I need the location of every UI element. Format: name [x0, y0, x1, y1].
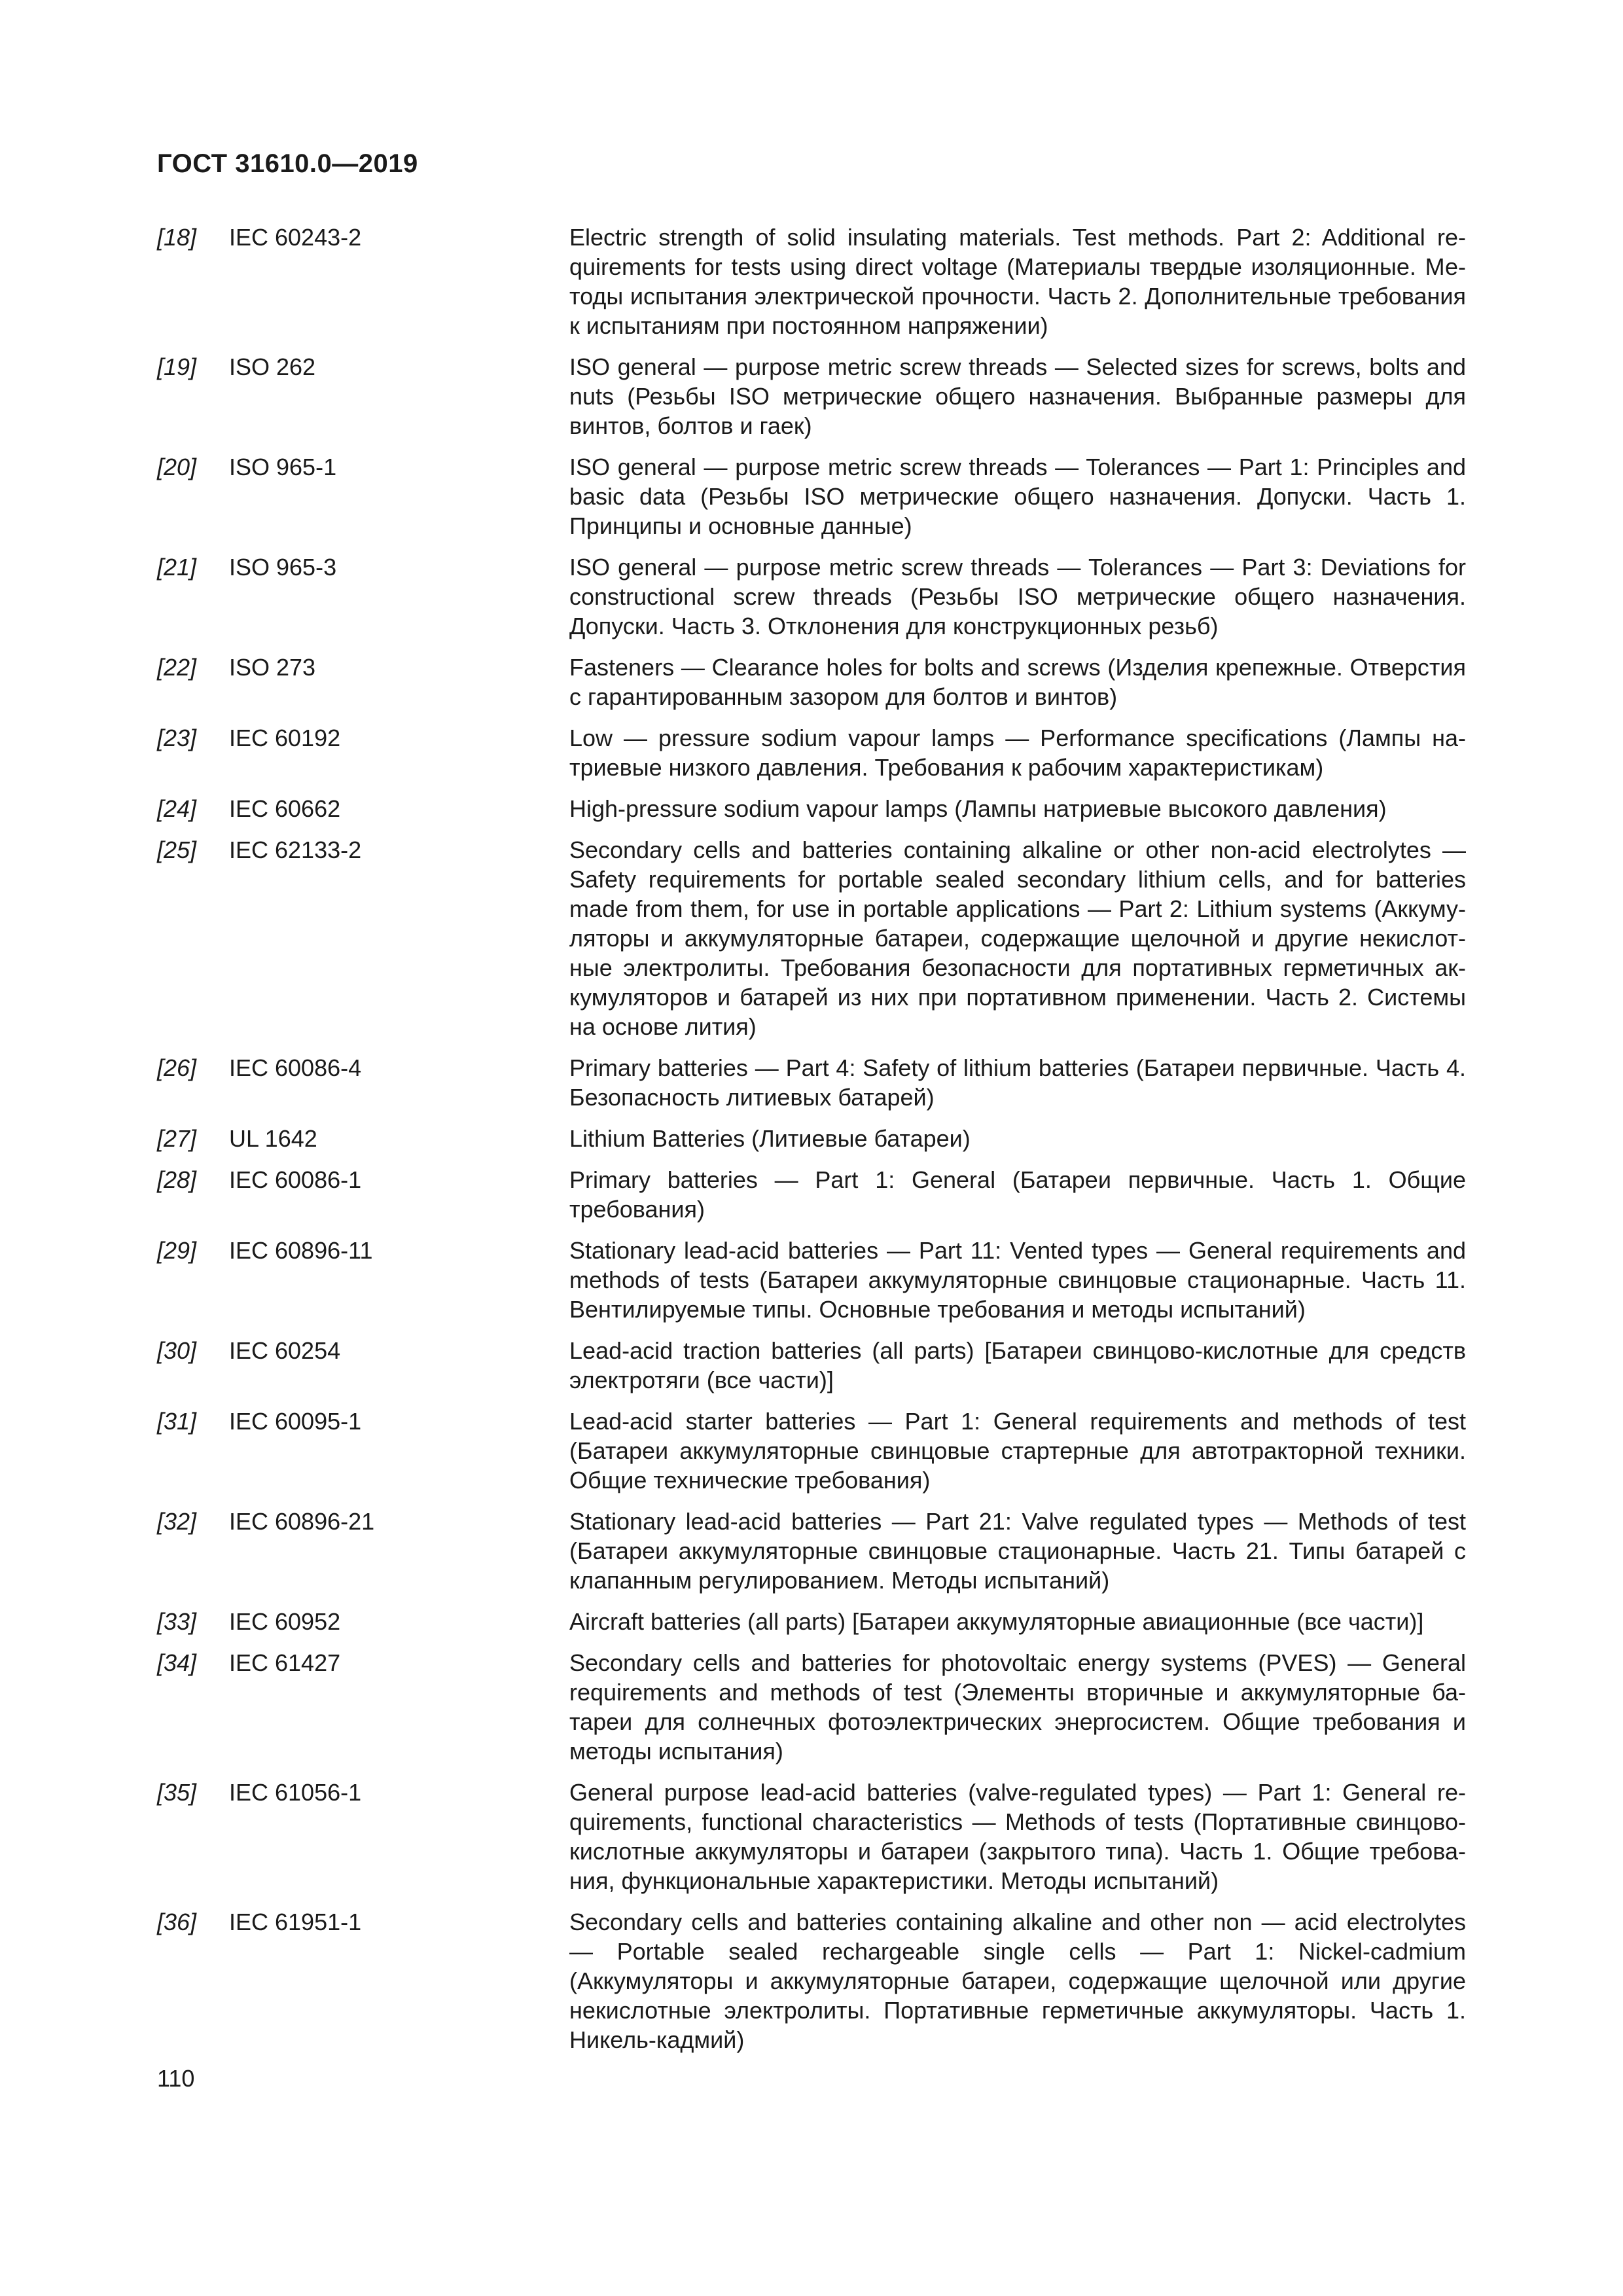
reference-number: [30]	[157, 1337, 197, 1364]
bibliography-list	[157, 223, 1466, 2066]
reference-code: IEC 60254	[229, 1337, 341, 1364]
reference-number: [33]	[157, 1608, 197, 1635]
reference-number: [21]	[157, 554, 197, 581]
reference-code: IEC 60243-2	[229, 224, 362, 251]
reference-title: Lead-acid traction batteries (all parts) [Батареи свинцово-кислотные для средств электротяги (все части)]	[569, 1337, 1466, 1393]
reference-number: [24]	[157, 795, 197, 822]
reference-title: Primary batteries — Part 4: Safety of lithium batteries (Батареи первичные. Часть 4. Безопасность литиевых батарей)	[569, 1054, 1466, 1111]
reference-number: [25]	[157, 836, 197, 863]
reference-title: Aircraft batteries (all parts) [Батареи аккумуляторные авиационные (все части)]	[569, 1608, 1424, 1635]
reference-number: [19]	[157, 353, 197, 380]
bibliography-entry	[157, 1165, 1466, 1224]
reference-title: Low — pressure sodium vapour lamps — Performance specifications (Лампы натриевые низкого давления. Требования к рабочим характеристикам)	[569, 725, 1466, 781]
reference-code: IEC 62133-2	[229, 836, 362, 863]
bibliography-entry	[157, 794, 1466, 823]
reference-code: ISO 262	[229, 353, 316, 380]
reference-code: IEC 60952	[229, 1608, 341, 1635]
reference-title: ISO general — purpose metric screw threads — Tolerances — Part 3: Deviations for constructional screw threads (Резьбы ISO метрические общего назначения. Допуски. Часть 3. Отклонения для конструкционных резьб)	[569, 554, 1466, 639]
reference-number: [35]	[157, 1779, 197, 1806]
reference-code: IEC 60086-4	[229, 1054, 362, 1081]
reference-number: [32]	[157, 1508, 197, 1535]
bibliography-entry	[157, 1407, 1466, 1495]
reference-code: ISO 273	[229, 654, 316, 681]
reference-code: IEC 60662	[229, 795, 341, 822]
reference-number: [18]	[157, 224, 197, 251]
reference-title: Lithium Batteries (Литиевые батареи)	[569, 1125, 971, 1152]
bibliography-entry	[157, 723, 1466, 782]
bibliography-entry	[157, 1778, 1466, 1895]
reference-code: IEC 61951-1	[229, 1909, 362, 1935]
bibliography-entry	[157, 1336, 1466, 1395]
reference-number: [28]	[157, 1166, 197, 1193]
reference-title: Secondary cells and batteries for photovoltaic energy systems (PVES) — General requirements and methods of test (Элементы вторичные и аккумуляторные батареи для солнечных фотоэлектрических энергосистем. Общие требования и методы испытания)	[569, 1649, 1466, 1765]
reference-number: [20]	[157, 454, 197, 480]
reference-title: ISO general — purpose metric screw threads — Selected sizes for screws, bolts and nuts (Резьбы ISO метрические общего назначения. Выбранные размеры для винтов, болтов и гаек)	[569, 353, 1466, 439]
reference-code: ISO 965-3	[229, 554, 337, 581]
bibliography-entry	[157, 223, 1466, 340]
reference-code: IEC 60095-1	[229, 1408, 362, 1435]
reference-number: [22]	[157, 654, 197, 681]
bibliography-entry	[157, 452, 1466, 541]
reference-title: Primary batteries — Part 1: General (Батареи первичные. Часть 1. Общие требования)	[569, 1166, 1466, 1223]
reference-title: Fasteners — Clearance holes for bolts and screws (Изделия крепежные. Отверстия с гарантированным зазором для болтов и винтов)	[569, 654, 1466, 710]
reference-code: IEC 60086-1	[229, 1166, 362, 1193]
bibliography-entry	[157, 1648, 1466, 1766]
reference-number: [27]	[157, 1125, 197, 1152]
bibliography-entry	[157, 352, 1466, 440]
reference-code: IEC 60192	[229, 725, 341, 751]
bibliography-entry	[157, 1236, 1466, 1324]
bibliography-entry	[157, 552, 1466, 641]
reference-code: ISO 965-1	[229, 454, 337, 480]
reference-title: Secondary cells and batteries containing alkaline or other non-acid electrolytes — Safety requirements for portable sealed secondary lithium cells, and for batteries made from them, for use in portable applications — Part 2: Lithium systems (Аккумуляторы и аккумуляторные батареи, содержащие щелочной и другие некислотные электролиты. Требования безопасности для портативных герметичных аккумуляторов и батарей из них при портативном применении. Часть 2. Системы на основе лития)	[569, 836, 1466, 1040]
reference-title: High-pressure sodium vapour lamps (Лампы натриевые высокого давления)	[569, 795, 1387, 822]
reference-code: IEC 61427	[229, 1649, 341, 1676]
reference-code: IEC 60896-21	[229, 1508, 375, 1535]
reference-number: [31]	[157, 1408, 197, 1435]
bibliography-entry	[157, 1124, 1466, 1153]
bibliography-entry	[157, 1053, 1466, 1112]
reference-number: [29]	[157, 1237, 197, 1264]
bibliography-entry	[157, 1507, 1466, 1595]
reference-number: [36]	[157, 1909, 197, 1935]
reference-title: Stationary lead-acid batteries — Part 11: Vented types — General requirements and methods of tests (Батареи аккумуляторные свинцовые стационарные. Часть 11. Вентилируемые типы. Основные требования и методы испытаний)	[569, 1237, 1466, 1323]
reference-number: [34]	[157, 1649, 197, 1676]
bibliography-entry	[157, 835, 1466, 1041]
reference-code: IEC 60896-11	[229, 1237, 373, 1264]
reference-code: IEC 61056-1	[229, 1779, 362, 1806]
reference-number: [26]	[157, 1054, 197, 1081]
reference-code: UL 1642	[229, 1125, 317, 1152]
reference-title: Stationary lead-acid batteries — Part 21: Valve regulated types — Methods of test (Батареи аккумуляторные свинцовые стационарные. Часть 21. Типы батарей с клапанным регулированием. Методы испытаний)	[569, 1508, 1466, 1594]
page-number: 110	[157, 2065, 195, 2092]
reference-title: Lead-acid starter batteries — Part 1: General requirements and methods of test (Батареи аккумуляторные свинцовые стартерные для автотракторной техники. Общие технические требования)	[569, 1408, 1466, 1494]
reference-title: ISO general — purpose metric screw threads — Tolerances — Part 1: Principles and basic data (Резьбы ISO метрические общего назначения. Допуски. Часть 1. Принципы и основные данные)	[569, 454, 1466, 539]
reference-title: Secondary cells and batteries containing alkaline and other non — acid electrolytes — Portable sealed rechargeable single cells — Part 1: Nickel-cadmium (Аккумуляторы и аккумуляторные батареи, содержащие щелочной или другие некислотные электролиты. Портативные герметичные аккумуляторы. Часть 1. Никель-кадмий)	[569, 1909, 1466, 2053]
reference-title: General purpose lead-acid batteries (valve-regulated types) — Part 1: General requirements, functional characteristics — Methods of tests (Портативные свинцово-кислотные аккумуляторы и батареи (закрытого типа). Часть 1. Общие требования, функциональные характеристики. Методы испытаний)	[569, 1779, 1466, 1894]
bibliography-entry	[157, 653, 1466, 711]
reference-title: Electric strength of solid insulating materials. Test methods. Part 2: Additional requirements for tests using direct voltage (Материалы твердые изоляционные. Методы испытания электрической прочности. Часть 2. Дополнительные требования к испытаниям при постоянном напряжении)	[569, 224, 1466, 339]
page-header-standard-title: ГОСТ 31610.0—2019	[157, 149, 418, 178]
reference-number: [23]	[157, 725, 197, 751]
bibliography-entry	[157, 1607, 1466, 1636]
bibliography-entry	[157, 1907, 1466, 2054]
